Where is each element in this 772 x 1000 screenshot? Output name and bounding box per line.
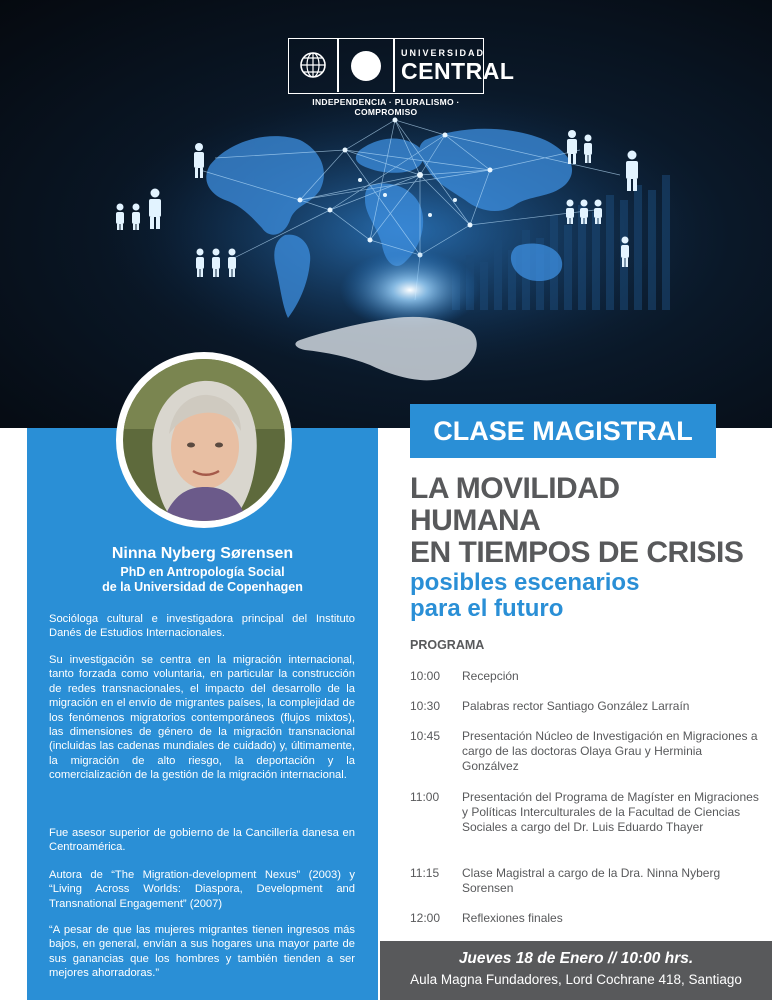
logo-divider xyxy=(337,39,339,92)
event-title-line: HUMANA xyxy=(410,504,541,537)
speaker-degree: PhD en Antropología Social xyxy=(120,565,285,579)
program-item: Recepción xyxy=(462,669,519,683)
program-item: Presentación del Programa de Magíster en Migraciones y Políticas Interculturales de la Facultad de Ciencias Sociales a cargo del Dr. Luis Eduardo Thayer xyxy=(462,790,759,834)
event-venue: Aula Magna Fundadores, Lord Cochrane 418, Santiago xyxy=(410,972,742,987)
program-item: Reflexiones finales xyxy=(462,911,563,925)
globe-icon xyxy=(299,50,327,80)
speaker-photo xyxy=(123,359,285,521)
speaker-university: de la Universidad de Copenhagen xyxy=(102,580,303,594)
program-time: 11:00 xyxy=(410,790,440,804)
program-time: 11:15 xyxy=(410,866,440,880)
bio-paragraph: Socióloga cultural e investigadora principal del Instituto Danés de Estudios Internacionales. xyxy=(49,613,355,640)
speaker-name: Ninna Nyberg Sørensen xyxy=(111,545,294,562)
program-item: Palabras rector Santiago González Larraín xyxy=(462,699,690,713)
event-subtitle-line: posibles escenarios xyxy=(410,569,640,596)
hero-image xyxy=(0,0,772,428)
event-title-line: EN TIEMPOS DE CRISIS xyxy=(410,536,744,569)
program-time: 10:30 xyxy=(410,699,441,713)
university-motto: INDEPENDENCIA · PLURALISMO · COMPROMISO xyxy=(312,97,460,117)
event-title-line: LA MOVILIDAD xyxy=(410,472,620,505)
university-logo xyxy=(288,38,515,94)
event-details-bar xyxy=(380,941,772,1000)
program-time: 10:00 xyxy=(410,669,441,683)
event-subtitle-line: para el futuro xyxy=(410,595,564,622)
logo-main-text: CENTRAL xyxy=(401,58,515,84)
program-item: Presentación Núcleo de Investigación en Migraciones a cargo de las doctoras Olaya Grau y Herminia Gonzálvez xyxy=(462,729,758,773)
program-time: 10:45 xyxy=(410,729,441,743)
logo-circle-mark xyxy=(351,51,381,81)
speaker-portrait xyxy=(116,352,292,528)
event-date: Jueves 18 de Enero // 10:00 hrs. xyxy=(458,950,694,967)
event-badge: CLASE MAGISTRAL xyxy=(410,404,716,458)
logo-top-text: UNIVERSIDAD xyxy=(401,48,486,58)
program-item: Clase Magistral a cargo de la Dra. Ninna Nyberg Sorensen xyxy=(462,866,721,895)
program-time: 12:00 xyxy=(410,911,441,925)
logo-divider xyxy=(393,39,395,92)
bio-paragraph: Autora de “The Migration-development Nexus” (2003) y “Living Across Worlds: Diaspora, Development and Transnational Engagement” (2007) xyxy=(49,869,355,910)
bio-paragraph: Su investigación se centra en la migración internacional, tanto forzada como voluntaria, en particular la construcción de redes transnacionales, el impacto del desarrollo de la migración en el envío de migrantes países, la complejidad de los fenómenos migratorios contemporáneos (flujos mixtos), las dimensiones de género de la migración transnacional (incluidas las cadenas mundiales de cuidado) y, últimamente, la migración de alto riesgo, la deportación y la comercialización de la gestión de la migración internacional. xyxy=(49,654,355,782)
program-heading: PROGRAMA xyxy=(410,638,485,652)
bio-quote: “A pesar de que las mujeres migrantes tienen ingresos más bajos, en general, envían a sus hogares una mayor parte de sus ganancias que los hombres y también tienden a ser mejores ahorradoras.” xyxy=(49,924,355,980)
bio-paragraph: Fue asesor superior de gobierno de la Cancillería danesa en Centroamérica. xyxy=(49,827,355,854)
